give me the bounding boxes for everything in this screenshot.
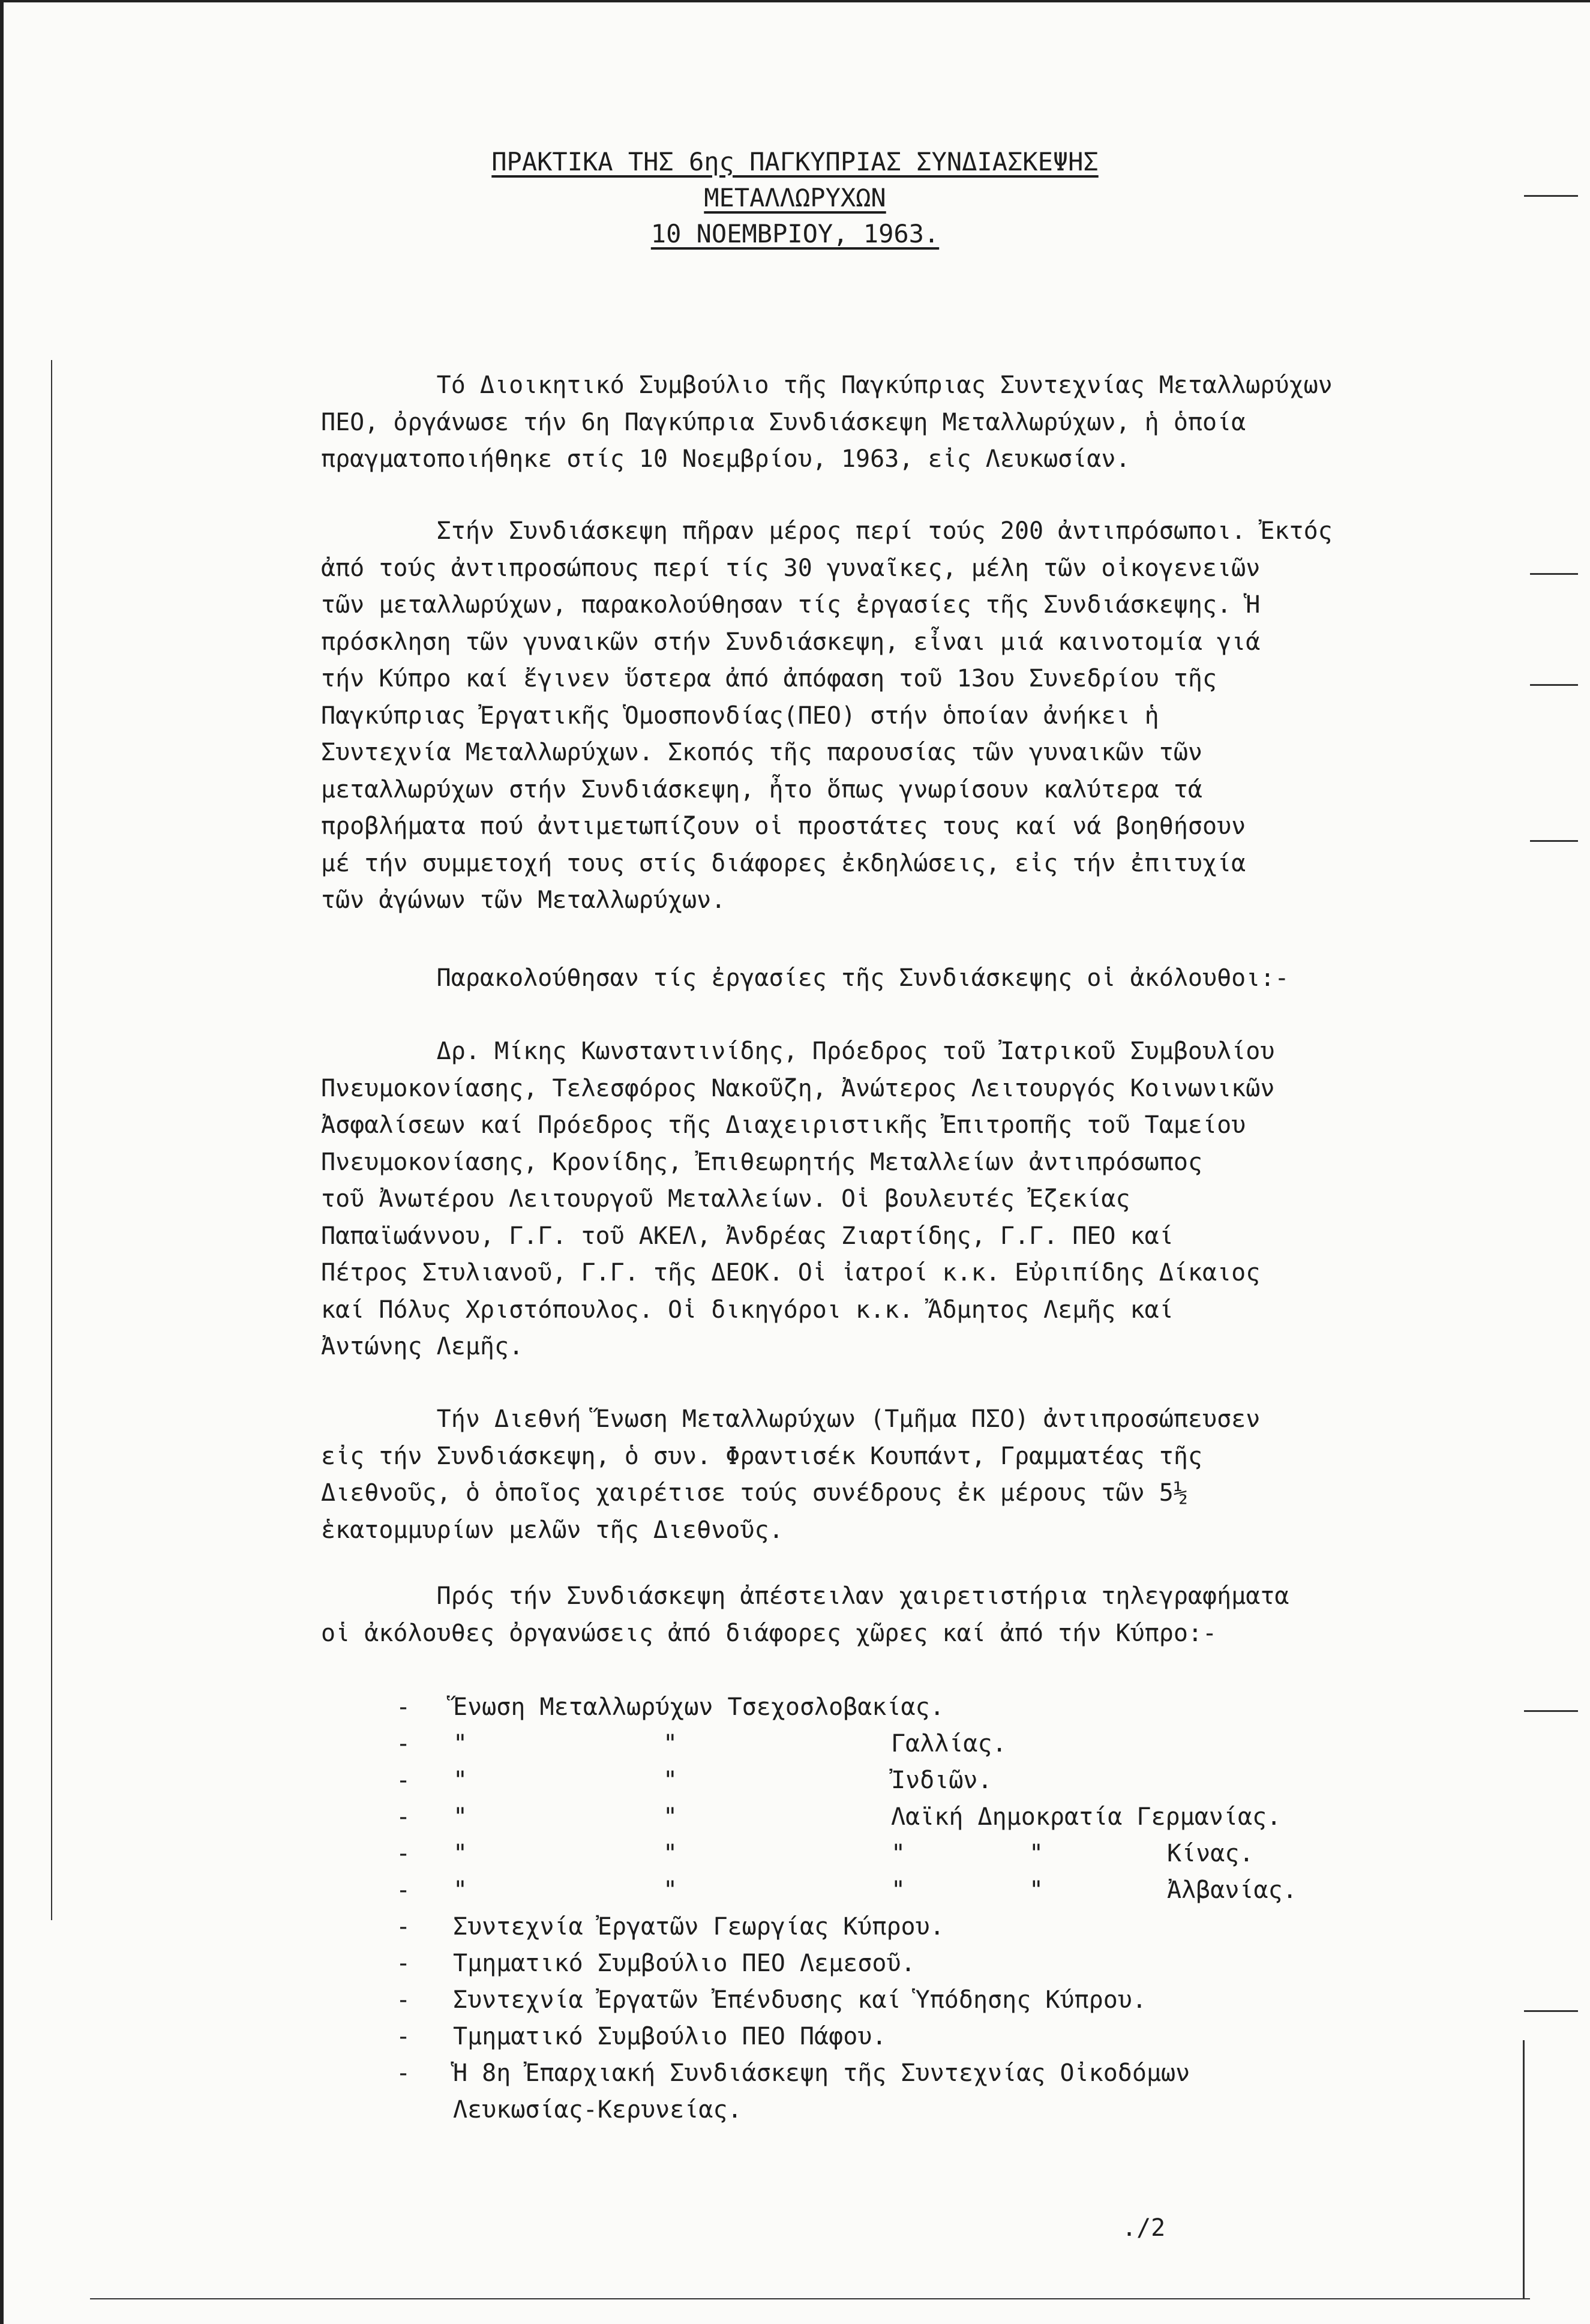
text-line: ἑκατομμυρίων μελῶν τῆς Διεθνοῦς. bbox=[321, 1516, 784, 1544]
text-line: Ἀσφαλίσεων καί Πρόεδρος τῆς Διαχειριστικῆς Ἐπιτροπῆς τοῦ Ταμείου bbox=[321, 1111, 1246, 1139]
list-item bbox=[396, 2092, 1419, 2128]
scan-mark bbox=[1524, 1710, 1578, 1712]
title-line-1: ΠΡΑΚΤΙΚΑ ΤΗΣ 6ης ΠΑΓΚΥΠΡΙΑΣ ΣΥΝΔΙΑΣΚΕΨΗΣ bbox=[491, 147, 1099, 176]
text-line: εἰς τήν Συνδιάσκεψη, ὁ συν. Φραντισέκ Κουπάντ, Γραμματέας τῆς bbox=[321, 1442, 1203, 1470]
text-line: Στήν Συνδιάσκεψη πῆραν μέρος περί τούς 200 ἀντιπρόσωποι. Ἐκτός bbox=[321, 517, 1333, 545]
list-item-cell: Κίνας. bbox=[1167, 1840, 1254, 1867]
list-item-cell bbox=[992, 1762, 1130, 1799]
scan-top-border bbox=[0, 0, 1590, 2]
list-item bbox=[396, 1762, 1419, 1799]
list-item-text: Συντεχνία Ἐργατῶν Γεωργίας Κύπρου. bbox=[453, 1913, 944, 1941]
list-item-cell: " bbox=[891, 1876, 906, 1904]
list-item bbox=[396, 2019, 1419, 2055]
scan-mark bbox=[1530, 573, 1578, 575]
list-item-text: Λευκωσίας-Κερυνείας. bbox=[453, 2096, 742, 2124]
list-item-text: Τμηματικό Συμβούλιο ΠΕΟ Πάφου. bbox=[453, 2023, 887, 2050]
list-item bbox=[396, 1836, 1419, 1872]
list-item-text: Τμηματικό Συμβούλιο ΠΕΟ Λεμεσοῦ. bbox=[453, 1950, 916, 1977]
list-dash bbox=[396, 2092, 453, 2128]
text-line: Παγκύπριας Ἐργατικῆς Ὁμοσπονδίας(ΠΕΟ) στήν ὁποίαν ἀνήκει ἡ bbox=[321, 701, 1159, 730]
paragraph-greetings-intro bbox=[321, 1578, 1413, 1652]
list-item-cell: Ἰνδιῶν. bbox=[891, 1767, 992, 1794]
text-line: Πέτρος Στυλιανοῦ, Γ.Γ. τῆς ΔΕΟΚ. Οἱ ἰατροί κ.κ. Εὐριπίδης Δίκαιος bbox=[321, 1259, 1261, 1287]
list-dash: - bbox=[396, 1803, 411, 1831]
list-item-cell: " bbox=[1029, 1876, 1044, 1904]
list-item-cell: Λαϊκή Δημοκρατία Γερμανίας. bbox=[891, 1803, 1282, 1831]
text-line: Πνευμοκονίασης, Τελεσφόρος Νακοῦζη, Ἀνώτερος Λειτουργός Κοινωνικῶν bbox=[321, 1074, 1275, 1102]
text-line: καί Πόλυς Χριστόπουλος. Οἱ δικηγόροι κ.κ. Ἄδμητος Λεμῆς καί bbox=[321, 1296, 1174, 1324]
list-item-cell bbox=[1007, 1726, 1145, 1762]
list-item-cell: Γαλλίας. bbox=[891, 1730, 1007, 1758]
text-line: τῶν μεταλλωρύχων, παρακολούθησαν τίς ἐργασίες τῆς Συνδιάσκεψης. Ἡ bbox=[321, 591, 1261, 619]
list-dash: - bbox=[396, 1950, 411, 1977]
text-line: Δρ. Μίκης Κωνσταντινίδης, Πρόεδρος τοῦ Ἰατρικοῦ Συμβουλίου bbox=[321, 1037, 1275, 1065]
list-dash: - bbox=[396, 2023, 411, 2050]
text-line: οἱ ἀκόλουθες ὀργανώσεις ἀπό διάφορες χῶρες καί ἀπό τήν Κύπρο:- bbox=[321, 1619, 1217, 1647]
paragraph-international bbox=[321, 1401, 1413, 1549]
scan-mark bbox=[1524, 195, 1578, 197]
list-item-cell: " bbox=[453, 1730, 468, 1758]
list-item-cell: " bbox=[663, 1840, 678, 1867]
list-item-cell: " bbox=[891, 1840, 906, 1867]
list-item bbox=[396, 1726, 1419, 1762]
list-dash: - bbox=[396, 1730, 411, 1758]
text-line: Τήν Διεθνή Ἕνωση Μεταλλωρύχων (Τμῆμα ΠΣΟ) ἀντιπροσώπευσεν bbox=[321, 1405, 1261, 1433]
text-line: πρόσκληση τῶν γυναικῶν στήν Συνδιάσκεψη, εἶναι μιά καινοτομία γιά bbox=[321, 628, 1261, 656]
scan-mark bbox=[1530, 840, 1578, 842]
text-line: τῶν ἀγώνων τῶν Μεταλλωρύχων. bbox=[321, 886, 726, 914]
text-line: προβλήματα πού ἀντιμετωπίζουν οἱ προστάτες τους καί νά βοηθήσουν bbox=[321, 812, 1246, 840]
list-item-text: Ἕνωση Μεταλλωρύχων Τσεχοσλοβακίας. bbox=[453, 1693, 944, 1721]
text-line: Ἀντώνης Λεμῆς. bbox=[321, 1333, 524, 1360]
text-line: Συντεχνία Μεταλλωρύχων. Σκοπός τῆς παρουσίας τῶν γυναικῶν τῶν bbox=[321, 739, 1203, 766]
text-line: ἀπό τούς ἀντιπροσώπους περί τίς 30 γυναῖκες, μέλη τῶν οἰκογενειῶν bbox=[321, 554, 1261, 582]
list-dash: - bbox=[396, 1913, 411, 1941]
text-line: τοῦ Ἀνωτέρου Λειτουργοῦ Μεταλλείων. Οἱ βουλευτές Ἐζεκίας bbox=[321, 1185, 1130, 1213]
list-item bbox=[396, 1982, 1419, 2019]
list-item-text: Ἡ 8η Ἐπαρχιακή Συνδιάσκεψη τῆς Συντεχνίας Οἰκοδόμων bbox=[453, 2059, 1190, 2087]
list-dash: - bbox=[396, 2059, 411, 2087]
list-item-cell: " bbox=[663, 1803, 678, 1831]
list-item bbox=[396, 1689, 1419, 1726]
scan-mark bbox=[1524, 2010, 1578, 2012]
scan-mark bbox=[51, 360, 52, 1920]
list-dash: - bbox=[396, 1693, 411, 1721]
list-dash: - bbox=[396, 1840, 411, 1867]
text-line: Τό Διοικητικό Συμβούλιο τῆς Παγκύπριας Συντεχνίας Μεταλλωρύχων bbox=[321, 371, 1333, 399]
paragraph-observers bbox=[321, 1033, 1413, 1366]
text-line: Πνευμοκονίασης, Κρονίδης, Ἐπιθεωρητής Μεταλλείων ἀντιπρόσωπος bbox=[321, 1148, 1203, 1176]
text-line: Παρακολούθησαν τίς ἐργασίες τῆς Συνδιάσκεψης οἱ ἀκόλουθοι:- bbox=[321, 964, 1289, 992]
list-item-cell: Ἀλβανίας. bbox=[1167, 1876, 1297, 1904]
text-line: τήν Κύπρο καί ἔγινεν ὕστερα ἀπό ἀπόφαση τοῦ 13ου Συνεδρίου τῆς bbox=[321, 665, 1217, 692]
list-item bbox=[396, 1872, 1419, 1909]
text-line: πραγματοποιήθηκε στίς 10 Νοεμβρίου, 1963, εἰς Λευκωσίαν. bbox=[321, 445, 1130, 473]
text-line: μέ τήν συμμετοχή τους στίς διάφορες ἐκδηλώσεις, εἰς τήν ἐπιτυχία bbox=[321, 849, 1246, 877]
title-line-3: 10 ΝΟΕΜΒΡΙΟΥ, 1963. bbox=[650, 219, 940, 248]
text-line: Διεθνοῦς, ὁ ὁποῖος χαιρέτισε τούς συνέδρους ἐκ μέρους τῶν 5½ bbox=[321, 1479, 1188, 1507]
scan-mark bbox=[1530, 684, 1578, 686]
list-item-cell: " bbox=[663, 1730, 678, 1758]
text-line: Πρός τήν Συνδιάσκεψη ἀπέστειλαν χαιρετιστήρια τηλεγραφήματα bbox=[321, 1582, 1289, 1610]
scan-bottom-line bbox=[90, 2298, 1530, 2299]
list-item-text: Συντεχνία Ἐργατῶν Ἐπένδυσης καί Ὑπόδησης Κύπρου. bbox=[453, 1986, 1147, 2014]
paragraph-intro bbox=[321, 367, 1413, 478]
text-line: ΠΕΟ, ὀργάνωσε τήν 6η Παγκύπρια Συνδιάσκεψη Μεταλλωρύχων, ἡ ὁποία bbox=[321, 408, 1246, 436]
title-line-2: ΜΕΤΑΛΛΩΡΥΧΩΝ bbox=[704, 183, 886, 212]
list-item bbox=[396, 1799, 1419, 1836]
scan-left-border bbox=[0, 0, 4, 2324]
list-item-cell: " bbox=[453, 1876, 468, 1904]
list-item bbox=[396, 1945, 1419, 1982]
page-number: ./2 bbox=[1122, 2214, 1166, 2242]
list-item-cell: " bbox=[453, 1767, 468, 1794]
text-line: Παπαϊωάννου, Γ.Γ. τοῦ ΑΚΕΛ, Ἀνδρέας Ζιαρτίδης, Γ.Γ. ΠΕΟ καί bbox=[321, 1222, 1174, 1250]
paragraph-observers-intro bbox=[321, 960, 1413, 997]
text-line: μεταλλωρύχων στήν Συνδιάσκεψη, ἦτο ὅπως γνωρίσουν καλύτερα τά bbox=[321, 775, 1203, 803]
list-item-cell: " bbox=[453, 1840, 468, 1867]
list-item-cell: " bbox=[663, 1876, 678, 1904]
scan-mark bbox=[1523, 2040, 1525, 2298]
list-item bbox=[396, 2055, 1419, 2092]
list-item-cell: " bbox=[1029, 1840, 1044, 1867]
list-item bbox=[396, 1909, 1419, 1945]
list-dash: - bbox=[396, 1876, 411, 1904]
greetings-list bbox=[396, 1689, 1419, 2128]
paragraph-attendance bbox=[321, 513, 1413, 919]
list-item-cell: " bbox=[453, 1803, 468, 1831]
list-dash: - bbox=[396, 1986, 411, 2014]
list-item-cell: " bbox=[663, 1767, 678, 1794]
list-item-cell bbox=[1281, 1799, 1419, 1836]
list-dash: - bbox=[396, 1767, 411, 1794]
